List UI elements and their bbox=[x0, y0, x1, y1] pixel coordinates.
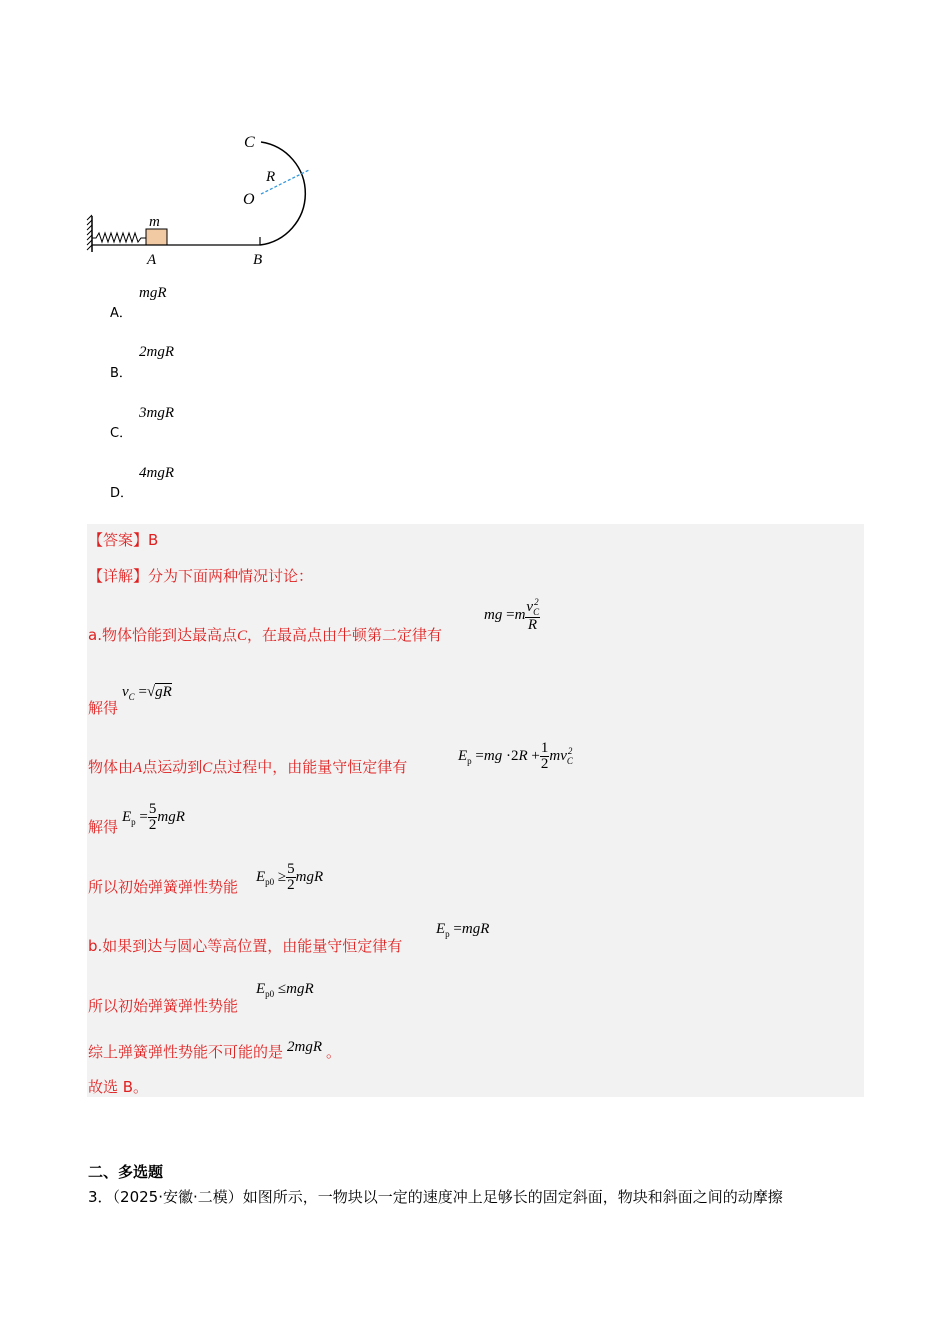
option-c-letter[interactable]: C． bbox=[110, 426, 133, 441]
equation-energy-a: $E_p =mg \cdot 2R$ + $\frac{1}{2}$ $mv_C^2$ bbox=[458, 740, 573, 772]
equation-vc: $v_C =√gR$ bbox=[122, 684, 172, 702]
label-A: A bbox=[147, 252, 157, 268]
option-d-value: 4mgR bbox=[139, 465, 174, 481]
solve-line-2: 解得 bbox=[88, 818, 119, 836]
option-c-value: 3mgR bbox=[139, 405, 174, 421]
circular-track bbox=[260, 142, 305, 245]
energy-line: 物体由A点运动到C点过程中，由能量守恒定律有 bbox=[88, 758, 408, 776]
conclusion-b: 所以初始弹簧弹性势能 bbox=[88, 997, 239, 1015]
case-a-line: a.物体恰能到达最高点C，在最高点由牛顿第二定律有 bbox=[88, 626, 442, 644]
option-b-letter[interactable]: B． bbox=[110, 366, 132, 381]
question-3-text: 3．（2025·安徽·二模）如图所示，一物块以一定的速度冲上足够长的固定斜面，物块和斜面之间的动摩擦 bbox=[88, 1188, 783, 1206]
summary-line: 综上弹簧弹性势能不可能的是 2mgR 。 bbox=[88, 1039, 342, 1061]
option-a-letter[interactable]: A． bbox=[110, 306, 132, 321]
spring bbox=[92, 233, 146, 242]
equation-newton: mg =m $\frac{v_C^2}{R}$ bbox=[484, 597, 540, 633]
section-heading: 二、多选题 bbox=[88, 1163, 164, 1181]
inequality-a: $E_{p0}$ ≥ $\frac{5}{2}$ mgR bbox=[256, 861, 324, 893]
label-B: B bbox=[253, 252, 263, 268]
physics-diagram bbox=[85, 128, 325, 270]
inequality-b: $E_{p0} \le mgR$ bbox=[256, 981, 314, 999]
option-d-letter[interactable]: D． bbox=[110, 486, 134, 501]
block-m bbox=[146, 229, 167, 245]
option-a-value: mgR bbox=[139, 285, 167, 301]
label-O: O bbox=[243, 191, 255, 208]
label-R: R bbox=[266, 169, 276, 185]
conclusion-a: 所以初始弹簧弹性势能 bbox=[88, 878, 239, 896]
final-choice: 故选 B。 bbox=[88, 1078, 149, 1096]
option-b-value: 2mgR bbox=[139, 344, 174, 360]
answer-line: 【答案】B bbox=[88, 531, 159, 549]
label-C: C bbox=[244, 134, 255, 151]
label-m: m bbox=[149, 214, 160, 230]
equation-ep-result: $E_p$ = $\frac{5}{2}$ mgR bbox=[122, 801, 185, 833]
solve-line-1: 解得 bbox=[88, 699, 119, 717]
case-b-line: b.如果到达与圆心等高位置，由能量守恒定律有 bbox=[88, 937, 403, 955]
detail-intro: 【详解】分为下面两种情况讨论： bbox=[88, 567, 314, 585]
equation-energy-b: $E_p =mgR$ bbox=[436, 921, 490, 939]
